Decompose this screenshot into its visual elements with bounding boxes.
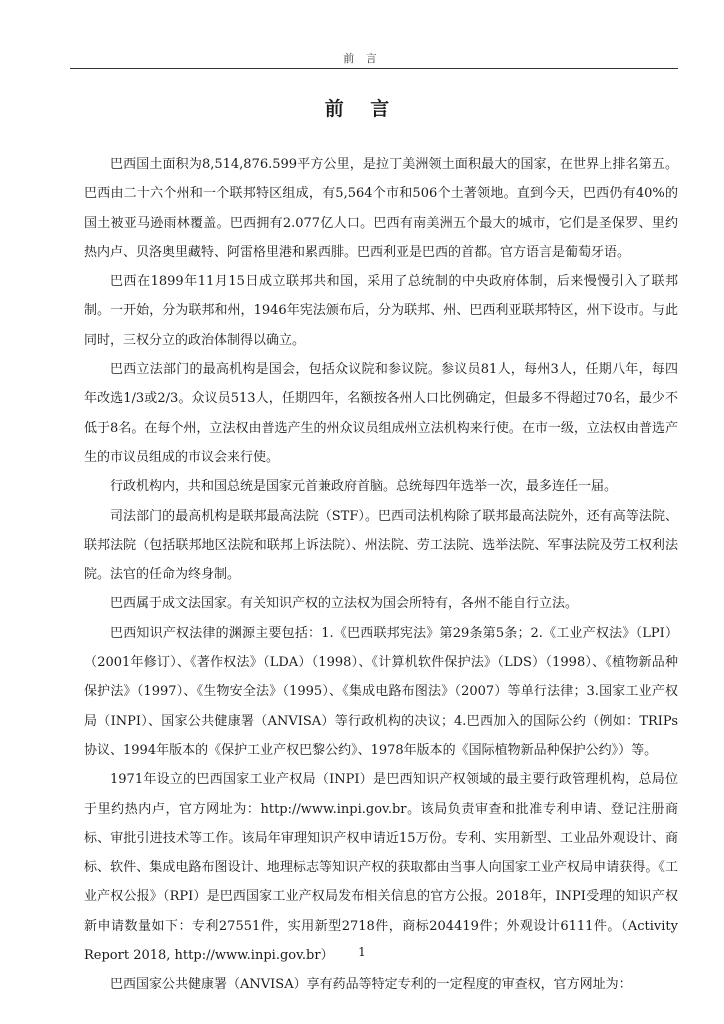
body-text: [84, 150, 678, 1000]
header-rule: [70, 68, 678, 69]
paragraph-7: 巴西知识产权法律的渊源主要包括：1.《巴西联邦宪法》第29条第5条；2.《工业产权法》（LPI）（2001年修订）、《著作权法》（LDA）（1998）、《计算机软件保护法》（LDS）（1998）、《植物新品种保护法》（1997）、《生物安全法》（1995）、《集成电路布图法》（2007）等单行法律；3.国家工业产权局（INPI）、国家公共健康署（ANVISA）等行政机构的决议；4.巴西加入的国际公约（例如：TRIPs协议、1994年版本的《保护工业产权巴黎公约》、1978年版本的《国际植物新品种保护公约》）等。: [84, 625, 678, 758]
running-header: 前 言: [343, 52, 381, 65]
page-number: 1: [358, 945, 366, 959]
paragraph-4: 行政机构内，共和国总统是国家元首兼政府首脑。总统每四年选举一次，最多连任一届。: [110, 479, 618, 495]
paragraph-2: 巴西在1899年11月15日成立联邦共和国，采用了总统制的中央政府体制，后来慢慢引入了联邦制。一开始，分为联邦和州，1946年宪法颁布后，分为联邦、州、巴西利亚联邦特区，州下设市。与此同时，三权分立的政治体制得以确立。: [84, 274, 678, 348]
paragraph-5: 司法部门的最高机构是联邦最高法院（STF）。巴西司法机构除了联邦最高法院外，还有高等法院、联邦法院（包括联邦地区法院和联邦上诉法院）、州法院、劳工法院、选举法院、军事法院及劳工权利法院。法官的任命为终身制。: [84, 508, 678, 583]
page-title: 前 言: [324, 98, 400, 120]
paragraph-1: 巴西国土面积为8,514,876.599平方公里，是拉丁美洲领土面积最大的国家，在世界上排名第五。巴西由二十六个州和一个联邦特区组成，有5,564个市和506个土著领地。直到今天，巴西仍有40%的国土被亚马逊雨林覆盖。巴西拥有2.077亿人口。巴西有南美洲五个最大的城市，它们是圣保罗、里约热内卢、贝洛奥里藏特、阿雷格里港和累西腓。巴西利亚是巴西的首都。官方语言是葡萄牙语。: [84, 157, 678, 260]
paragraph-8: 1971年设立的巴西国家工业产权局（INPI）是巴西知识产权领域的最主要行政管理机构，总局位于里约热内卢，官方网址为：http://www.inpi.gov.br。该局负责审查和批准专利申请、登记注册商标、审批引进技术等工作。该局年审理知识产权申请近15万份。专利、实用新型、工业品外观设计、商标、软件、集成电路布图设计、地理标志等知识产权的获取都由当事人向国家工业产权局申请获得。《工业产权公报》（RPI）是巴西国家工业产权局发布相关信息的官方公报。2018年，INPI受理的知识产权新申请数量如下：专利27551件，实用新型2718件，商标204419件；外观设计6111件。（Activity Report 2018, http://www.inpi.gov.br）: [84, 772, 678, 964]
paragraph-6: 巴西属于成文法国家。有关知识产权的立法权为国会所特有，各州不能自行立法。: [110, 596, 579, 612]
paragraph-3: 巴西立法部门的最高机构是国会，包括众议院和参议院。参议员81人，每州3人，任期八年，每四年改选1/3或2/3。众议员513人，任期四年，名额按各州人口比例确定，但最多不得超过70名，最少不低于8名。在每个州，立法权由普选产生的州众议员组成州立法机构来行使。在市一级，立法权由普选产生的市议员组成的市议会来行使。: [84, 362, 678, 465]
paragraph-9: 巴西国家公共健康署（ANVISA）享有药品等特定专利的一定程度的审查权，官方网址为：: [110, 977, 632, 993]
